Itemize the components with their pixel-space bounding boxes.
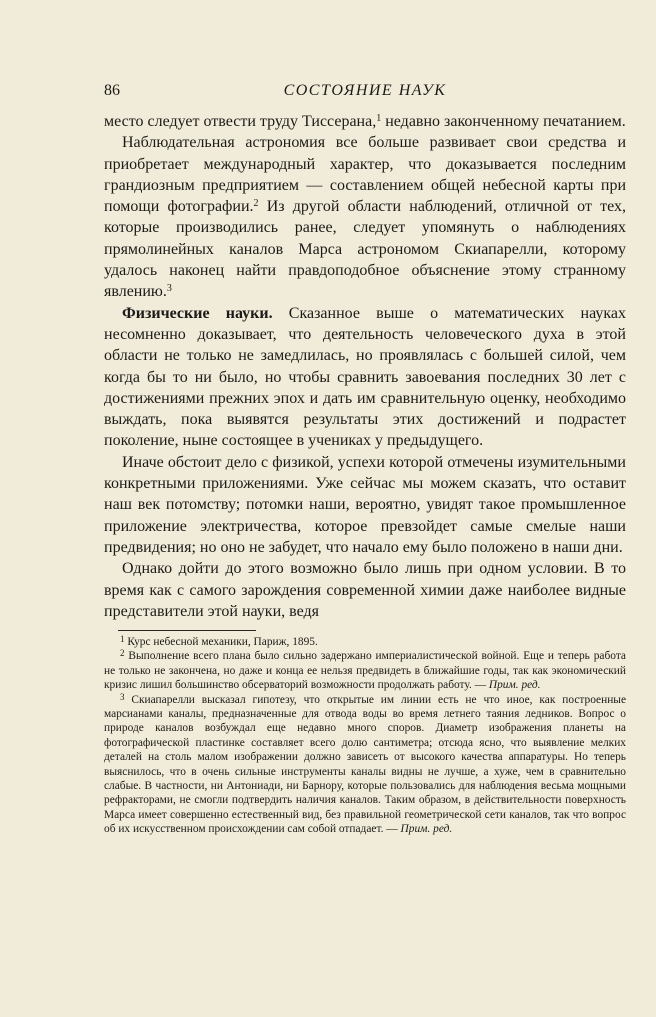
editor-note: Прим. ред. — [488, 679, 541, 692]
paragraph-text: Сказанное выше о математических науках несомненно доказывает, что деятельность человеческого духа в этой области не только не замедлилась, но проявлялась с большей силой, чем когда бы то ни было, но чтобы сравнить завоевания последних 30 лет с достижениями прежних эпох и дать им сравнительную оценку, необходимо выждать, пока выявятся результаты этих достижений и подрастет поколение, ныне состоящее в учениках у предыдущего. — [104, 304, 626, 450]
paragraph-text: место следует отвести труду Тиссерана, — [104, 113, 377, 130]
paragraph-text: недавно законченному печатанием. — [381, 113, 626, 130]
running-head — [104, 82, 626, 104]
footnote-ref-3: 3 — [166, 283, 172, 295]
footnote-ref-2: 2 — [253, 198, 259, 210]
footnote-2 — [104, 649, 626, 692]
paragraph-condition: Однако дойти до этого возможно было лишь при одном условии. В то время как с самого зарождения современной химии даже наиболее видные представители этой науки, ведя — [104, 560, 626, 620]
footnote-number: 3 — [120, 691, 125, 702]
footnotes — [104, 635, 626, 837]
footnote-text: Скиапарелли высказал гипотезу, что открытые им линии есть не что иное, как построенные марсианами каналы, предназначенные для отвода воды во время летнего таяния ледников. Вопрос о природе каналов возбуждал еще недавно много споров. Диаметр изображения планеты на фотографической пластинке составляет всего долю сантиметра; отсюда ясно, что выявление мелких деталей на столь малом изображении должно зависеть от высокого качества аппаратуры. Но теперь выяснилось, что в очень сильные инструменты каналы видны не лучше, а хуже, чем в сравнительно слабые. В частности, ни Антониади, ни Барнору, которые пользовались для наблюдения весьма мощными рефракторами, не смогли подтвердить наличия каналов. Таким образом, в действительности поверхность Марса имеет совершенно естественный вид, без правильной геометрической сети каналов, так что вопрос об их искусственном происхождении сам собой отпадает. — — [104, 693, 626, 836]
main-text — [104, 111, 626, 622]
footnote-divider — [118, 630, 256, 631]
paragraph-astronomy — [104, 132, 626, 302]
paragraph-continued — [104, 111, 626, 132]
footnote-ref-1: 1 — [376, 113, 382, 124]
running-title: СОСТОЯНИЕ НАУК — [283, 82, 447, 99]
paragraph-physics: Иначе обстоит дело с физикой, успехи которой отмечены изумительными конкретными приложениями. Уже сейчас мы можем сказать, что оставит наш век потомству; потомки наши, вероятно, увидят такое промышленное приложение электричества, которое превзойдет самые смелые наши предвидения; но оно не забудет, что начало ему было положено в наши дни. — [104, 453, 626, 556]
paragraph-text: Наблюдательная астрономия все больше развивает свои средства и приобретает международный характер, что доказывается последним грандиозным предприятием — составлением общей небесной карты при помощи фотографии. — [104, 134, 626, 216]
editor-note: Прим. ред. — [400, 823, 453, 836]
footnote-3 — [104, 693, 626, 837]
footnote-1 — [104, 635, 626, 649]
paragraph-text: Из другой области наблюдений, отличной от тех, которые производились ранее, следует упомянуть о наблюдениях прямолинейных каналов Марса астрономом Скиапарелли, которому удалось наконец найти правдоподобное объяснение этому странному явлению. — [104, 198, 627, 301]
footnote-number: 1 — [120, 634, 125, 644]
footnote-text: Курс небесной механики, Париж, 1895. — [127, 636, 318, 648]
footnote-text: Выполнение всего плана было сильно задержано империалистической войной. Еще и теперь работа не только не закончена, но даже и конца ее нельзя предвидеть в ближайшие годы, так как экономический кризис лишил большинство обсерваторий возможности продолжать работу. — — [104, 650, 626, 692]
footnote-number: 2 — [120, 648, 125, 659]
section-heading: Физические науки. — [122, 304, 273, 322]
page-number: 86 — [104, 82, 120, 99]
paragraph-physical-sciences — [104, 303, 626, 452]
